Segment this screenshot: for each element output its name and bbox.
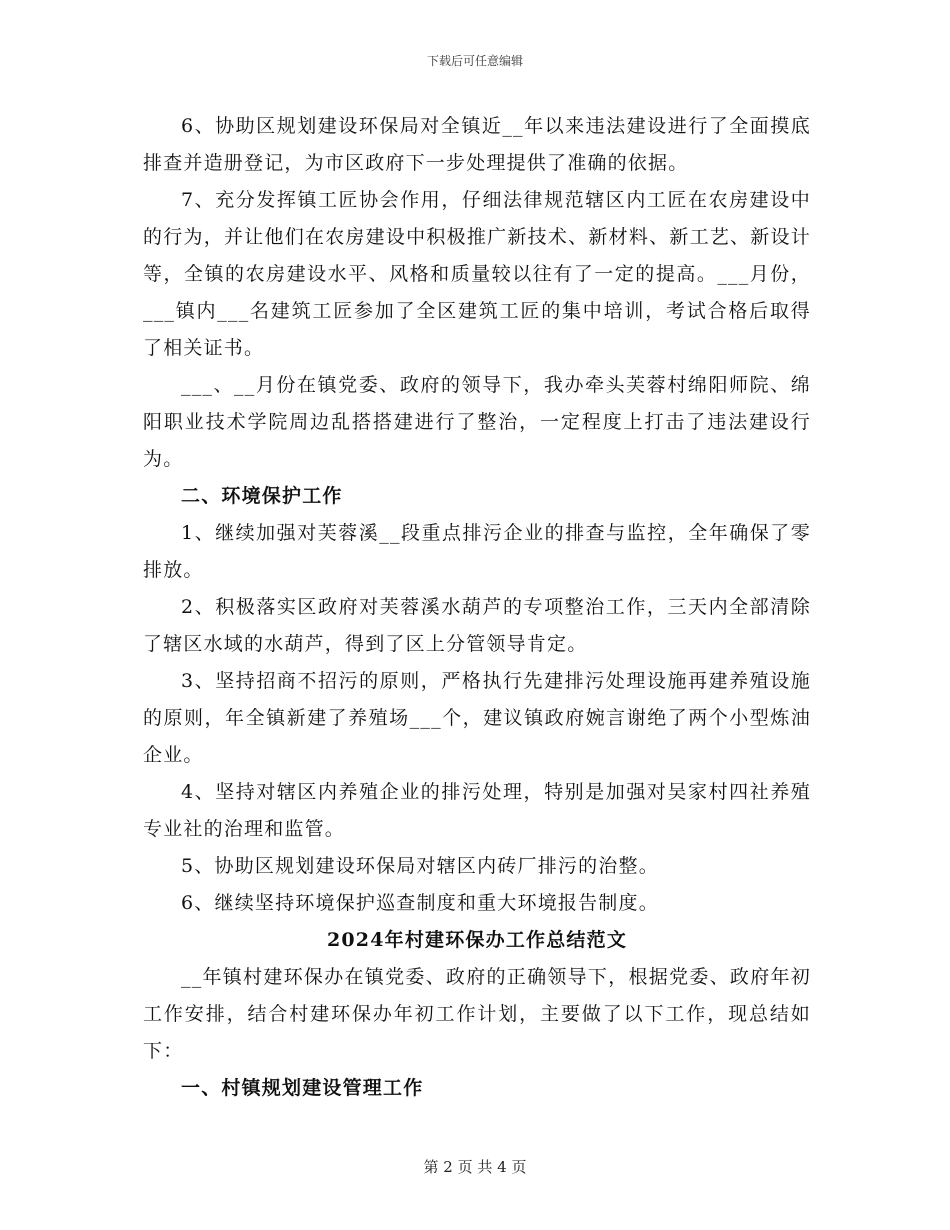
- paragraph: ___、__月份在镇党委、政府的领导下，我办牵头芙蓉村绵阳师院、绵阳职业技术学院周边乱搭搭建进行了整治，一定程度上打击了违法建设行为。: [143, 374, 811, 470]
- section-heading-environment: 二、环境保护工作: [181, 485, 343, 507]
- paragraph: 6、继续坚持环境保护巡查制度和重大环境报告制度。: [181, 892, 659, 914]
- document-title: 2024年村建环保办工作总结范文: [326, 929, 628, 951]
- paragraph: 5、协助区规划建设环保局对辖区内砖厂排污的治整。: [181, 855, 659, 877]
- paragraph: 3、坚持招商不招污的原则，严格执行先建排污处理设施再建养殖设施的原则，年全镇新建了养殖场___个，建议镇政府婉言谢绝了两个小型炼油企业。: [143, 670, 811, 766]
- header-note: 下载后可任意编辑: [426, 54, 523, 68]
- paragraph: 6、协助区规划建设环保局对全镇近__年以来违法建设进行了全面摸底排查并造册登记，为市区政府下一步处理提供了准确的依据。: [143, 115, 811, 174]
- document-body: [143, 108, 811, 1107]
- paragraph: 2、积极落实区政府对芙蓉溪水葫芦的专项整治工作，三天内全部清除了辖区水域的水葫芦，得到了区上分管领导肯定。: [143, 596, 811, 655]
- intro-paragraph: __年镇村建环保办在镇党委、政府的正确领导下，根据党委、政府年初工作安排，结合村建环保办年初工作计划，主要做了以下工作，现总结如下：: [143, 966, 811, 1062]
- paragraph: 1、继续加强对芙蓉溪__段重点排污企业的排查与监控，全年确保了零排放。: [143, 522, 811, 581]
- paragraph: 4、坚持对辖区内养殖企业的排污处理，特别是加强对吴家村四社养殖专业社的治理和监管。: [143, 781, 811, 840]
- page-number: 第 2 页 共 4 页: [423, 1158, 527, 1176]
- paragraph: 7、充分发挥镇工匠协会作用，仔细法律规范辖区内工匠在农房建设中的行为，并让他们在农房建设中积极推广新技术、新材料、新工艺、新设计等，全镇的农房建设水平、风格和质量较以往有了一定的提高。___月份，___镇内___名建筑工匠参加了全区建筑工匠的集中培训，考试合格后取得了相关证书。: [143, 189, 811, 359]
- section-heading-planning: 一、村镇规划建设管理工作: [181, 1077, 424, 1099]
